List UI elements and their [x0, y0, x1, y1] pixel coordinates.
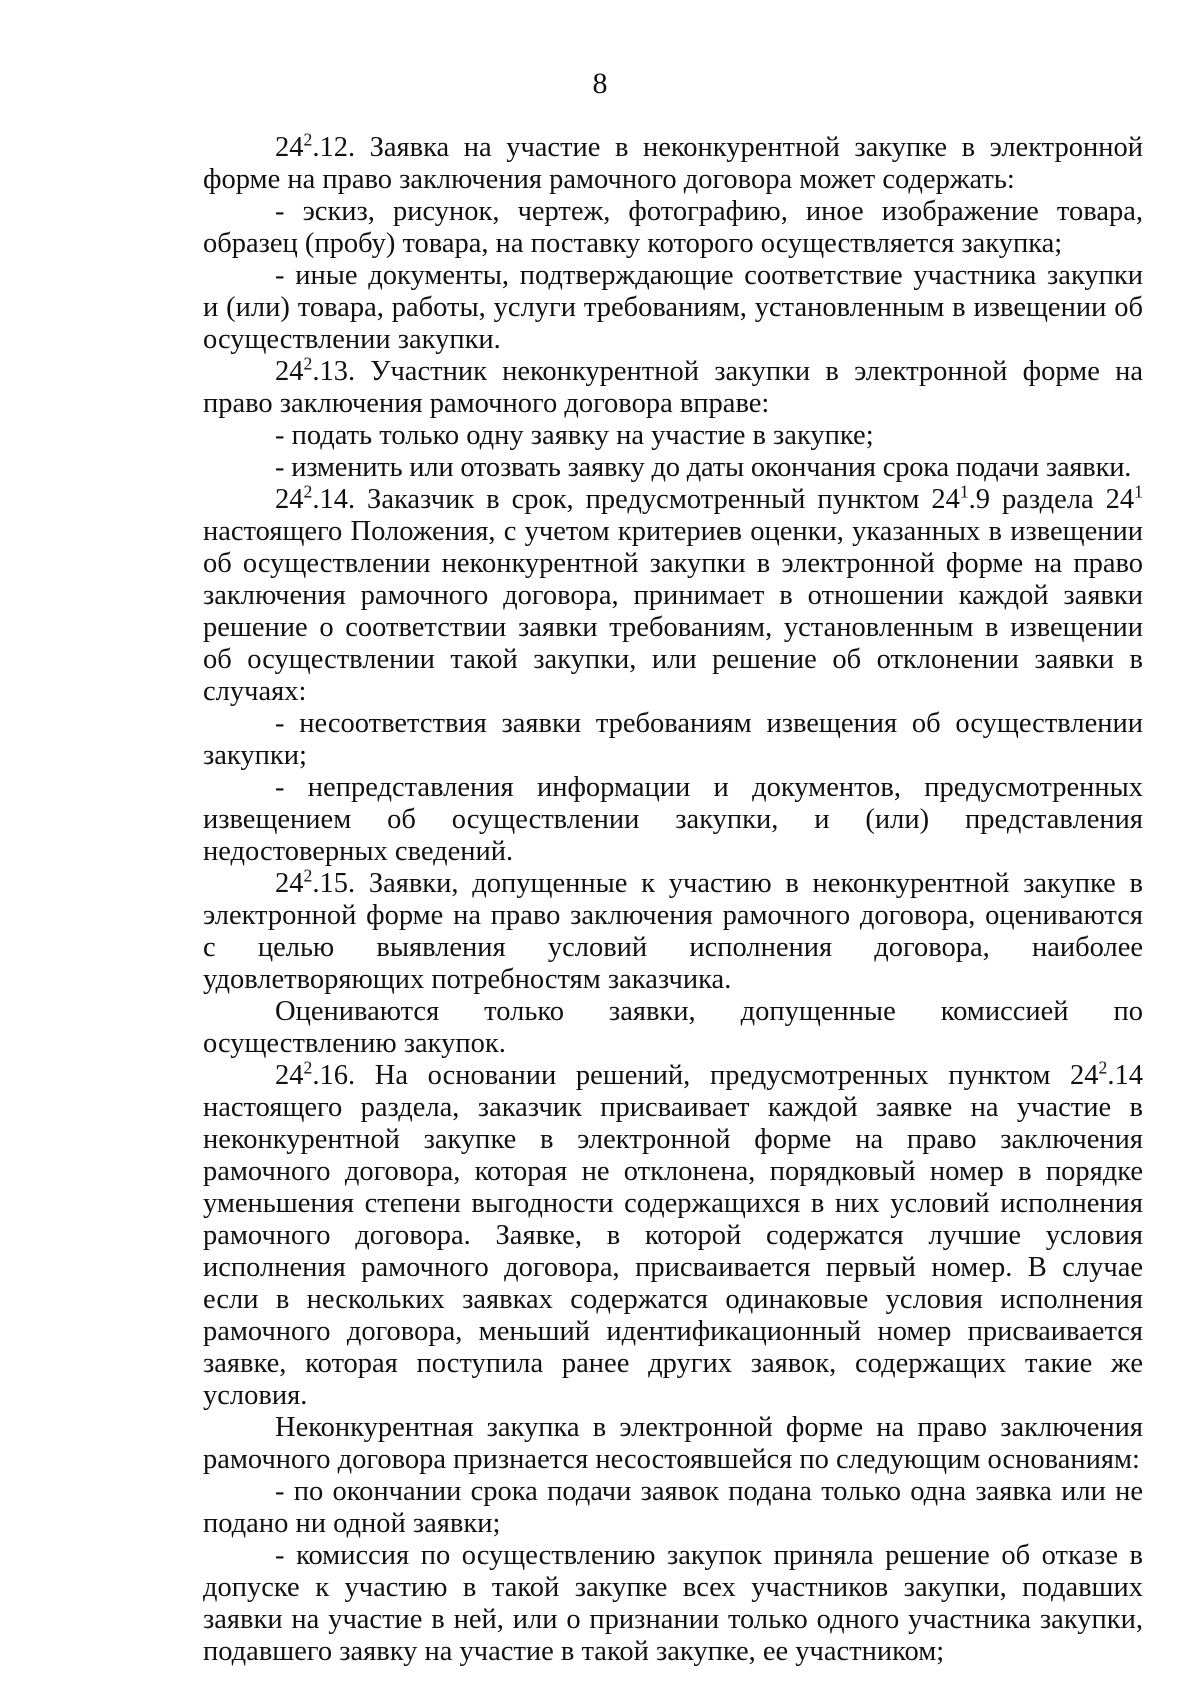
paragraph-text: Оцениваются только заявки, допущенные комиссией по осуществлению закупок.	[203, 996, 1143, 1059]
list-item: - эскиз, рисунок, чертеж, фотографию, иное изображение товара, образец (пробу) товара, на поставку которого осуществляется закупка;	[203, 196, 1143, 259]
clause-number: $24^2.13$.	[275, 353, 356, 387]
paragraph-24-2-14: $24^2.14$. Заказчик в срок, предусмотренный пунктом $24^1.9$ раздела $24^1$ настоящего Положения, с учетом критериев оценки, указанных в извещении об осуществлении неконкурентной закупки в электронной форме на право заключения рамочного договора, принимает в отношении каждой заявки решение о соответствии заявки требованиям, установленным в извещении об осуществлении такой закупки, или решение об отклонении заявки в случаях:	[203, 481, 1143, 707]
clause-number: $24^2.12$.	[275, 129, 356, 163]
list-item: - непредставления информации и документов, предусмотренных извещением об осуществлении закупки, и (или) представления недостоверных сведений.	[203, 772, 1143, 867]
paragraph-24-2-15	[203, 865, 1143, 996]
list-item: - несоответствия заявки требованиям извещения об осуществлении закупки;	[203, 708, 1143, 771]
clause-number: $24^2.15$.	[275, 865, 356, 899]
page-number: 8	[592, 67, 608, 100]
paragraph-text: Участник неконкурентной закупки в электронной форме на право заключения рамочного договора вправе:	[203, 356, 1143, 419]
list-item: - подать только одну заявку на участие в закупке;	[275, 420, 874, 451]
paragraph-24-2-16: $24^2.16$. На основании решений, предусмотренных пунктом $24^2.14$ настоящего раздела, заказчик присваивает каждой заявке на участие в неконкурентной закупке в электронной форме на право заключения рамочного договора, которая не отклонена, порядковый номер в порядке уменьшения степени выгодности содержащихся в них условий исполнения рамочного договора. Заявке, в которой содержатся лучшие условия исполнения рамочного договора, присваивается первый номер. В случае если в нескольких заявках содержатся одинаковые условия исполнения рамочного договора, меньший идентификационный номер присваивается заявке, которая поступила ранее других заявок, содержащих такие же условия.	[203, 1057, 1143, 1411]
paragraph-text: Заявки, допущенные к участию в неконкурентной закупке в электронной форме на право заключения рамочного договора, оцениваются с целью выявления условий исполнения договора, наиболее удовлетворяющих потребностям заказчика.	[203, 868, 1143, 995]
paragraph-text: Заявка на участие в неконкурентной закупке в электронной форме на право заключения рамочного договора может содержать:	[203, 132, 1143, 195]
list-item: - комиссия по осуществлению закупок приняла решение об отказе в допуске к участию в такой закупке всех участников закупки, подавших заявки на участие в ней, или о признании только одного участника закупки, подавшего заявку на участие в такой закупке, ее участником;	[203, 1540, 1143, 1667]
list-item: - по окончании срока подачи заявок подана только одна заявка или не подано ни одной заявки;	[203, 1476, 1143, 1539]
paragraph-text: Неконкурентная закупка в электронной форме на право заключения рамочного договора признается несостоявшейся по следующим основаниям:	[203, 1412, 1143, 1475]
paragraph-24-2-12	[203, 129, 1143, 196]
clause-number: $24^2.14$.	[275, 481, 356, 515]
paragraph-24-2-13	[203, 353, 1143, 420]
list-item: - иные документы, подтверждающие соответствие участника закупки и (или) товара, работы, услуги требованиям, установленным в извещении об осуществлении закупки.	[203, 260, 1143, 355]
list-item: - изменить или отозвать заявку до даты окончания срока подачи заявки.	[275, 452, 1132, 483]
clause-number: $24^2.16$.	[275, 1057, 356, 1091]
document-body	[203, 129, 1143, 1668]
